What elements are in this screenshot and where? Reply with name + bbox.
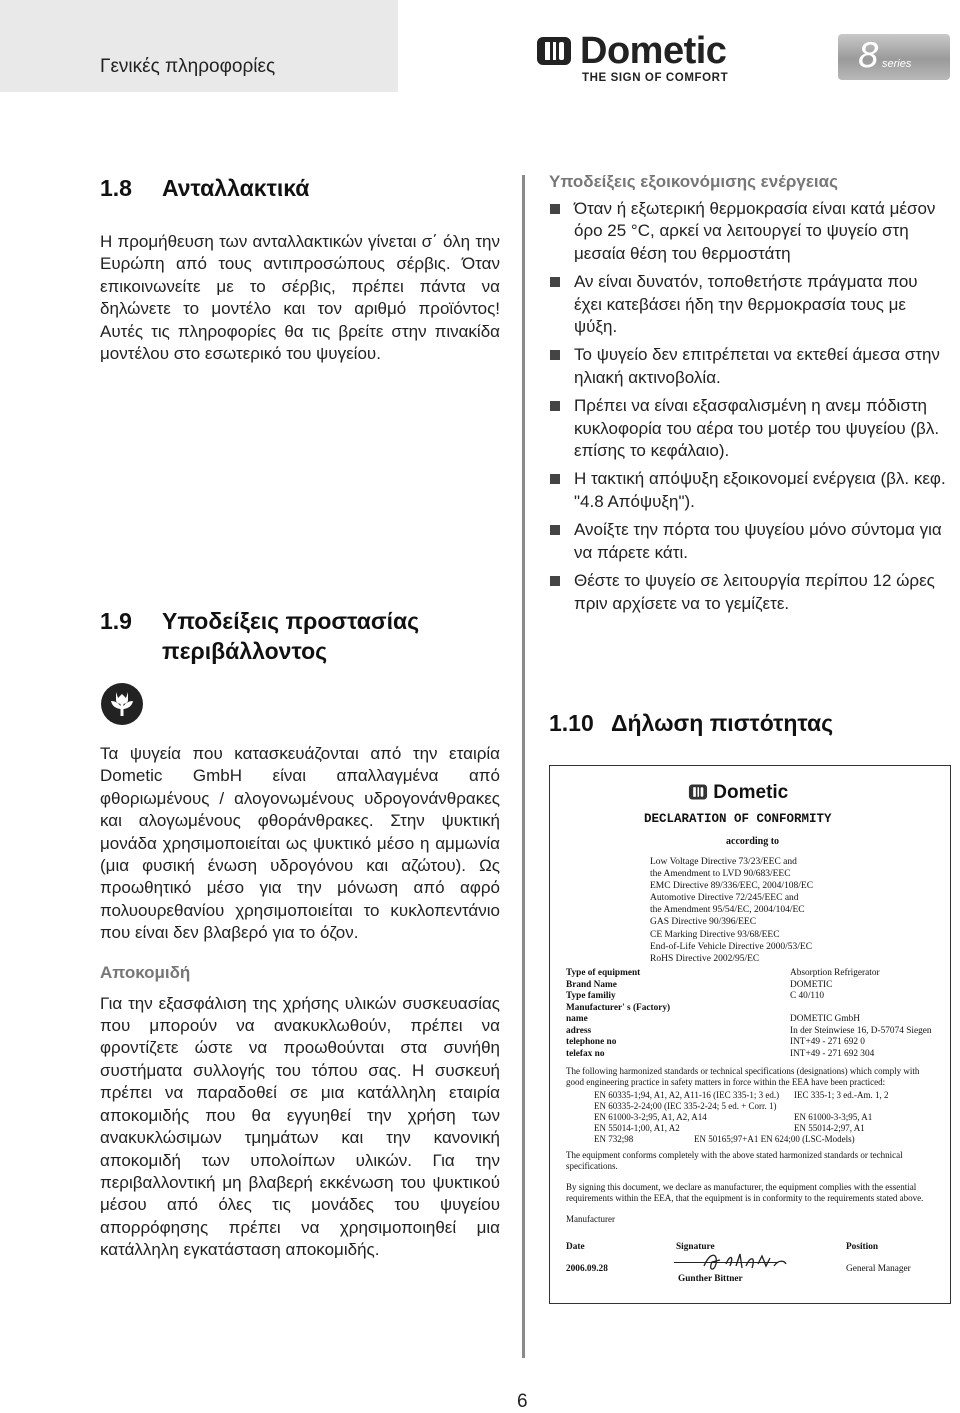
field-label: Manufacturer' s (Factory)	[566, 1002, 671, 1013]
certificate-logo-text: Dometic	[713, 782, 789, 803]
position-value: General Manager	[846, 1264, 911, 1274]
standard-right: EN 61000-3-3;95, A1	[794, 1112, 873, 1122]
directive-item: GAS Directive 90/396/EEC	[650, 917, 757, 928]
certificate-according: according to	[726, 836, 780, 847]
field-value: DOMETIC	[790, 979, 833, 990]
standard-left: EN 61000-3-2;95, A1, A2, A14	[594, 1112, 707, 1122]
section-1-8	[100, 173, 500, 365]
field-label: Type familiy	[566, 991, 616, 1001]
section-title-line2: περιβάλλοντος	[162, 638, 328, 664]
handwritten-signature	[700, 1246, 790, 1276]
list-item	[549, 271, 949, 338]
standard-row	[594, 1090, 944, 1101]
section-number: 1.9	[100, 608, 132, 634]
standard-left: EN 732;98	[594, 1134, 634, 1144]
dometic-logo	[536, 30, 756, 86]
signer-name: Gunther Bittner	[678, 1274, 743, 1284]
energy-tips-list	[549, 198, 949, 615]
equipment-fields	[566, 968, 936, 1060]
list-item	[549, 468, 949, 513]
signing-statement: By signing this document, we declare as manufacturer, the equipment complies with the essential requirements within the EEA, that the equipment is in conformity to the requirements stated above.	[566, 1182, 924, 1203]
list-item	[549, 519, 949, 564]
field-value: DOMETIC GmbH	[790, 1014, 860, 1024]
dometic-logo-mark-icon	[536, 36, 572, 66]
section-title-line1: Υποδείξεις προστασίας	[162, 608, 420, 634]
page-section-title: Γενικές πληροφορίες	[100, 56, 276, 77]
list-item	[549, 570, 949, 615]
declaration-of-conformity-image	[549, 765, 951, 1304]
series-badge	[838, 34, 950, 80]
field-row	[566, 1037, 936, 1049]
brand-name: Dometic	[580, 30, 727, 72]
position-label: Position	[846, 1242, 879, 1252]
refrigerant-paragraph: Τα ψυγεία που κατασκευάζονται από την εταιρία Dometic GmbH είναι απαλλαγμένα από φθοριωμένους / αλογονωμένους υδρογονάνθρακες και αλογωμένους φθοράνθρακες. Στην ψυκτική μονάδα χρησιμοποιείται ως ψυκτικό μέσο η αμμωνία (μια φυσική ένωση υδρογόνου και αζώτου). Ως προωθητικό μέσο για την μόνωση από αφρό πολυουρεθανίου χρησιμοποιείται το κυκλοπεντάνιο που είναι δεν βλαβερό για το όζον.	[100, 744, 500, 943]
column-divider	[522, 175, 525, 1358]
standard-left: EN 55014-1;00, A1, A2	[594, 1123, 680, 1133]
standard-row	[594, 1112, 944, 1123]
field-label: name	[566, 1014, 588, 1024]
signature-line	[674, 1262, 778, 1263]
section-title: Δήλωση πιστότητας	[611, 710, 834, 736]
directive-item: CE Marking Directive 93/68/EEC	[650, 929, 780, 940]
section-heading	[100, 173, 500, 203]
signature-label: Signature	[676, 1242, 715, 1252]
list-item-text: Θέστε το ψυγείο σε λειτουργία περίπου 12 ώρες πριν αρχίσετε να το γεμίζετε.	[574, 571, 935, 613]
energy-tips	[549, 172, 949, 621]
directive-item: RoHS Directive 2002/95/EC	[650, 953, 760, 964]
field-label: telephone no	[566, 1037, 617, 1047]
section-heading	[100, 606, 500, 666]
field-value: INT+49 - 271 692 304	[790, 1048, 875, 1059]
standard-row	[594, 1134, 944, 1145]
section-1-10	[549, 708, 949, 738]
disposal-paragraph: Για την εξασφάλιση της χρήσης υλικών συσκευασίας που μπορούν να ανακυκλωθούν, πρέπει να φροντίζετε ώστε να προωθούνται στα συνήθη συστήματα συλλογής του τόπου σας. Η συσκευή πρέπει να παραδοθεί σε μια κατάλληλη εταιρία αποκομιδής που θα εγγυηθεί την χρήση των ανακυκλώσιμων τμημάτων και την κανονική αποκομιδή των υπολοίπων υλικών. Για την περιβαλλοντική μη βλαβερή εκκένωση του ψυκτικού μέσου από όλες τις μονάδες του ψυγείου απορρόφησης πρέπει να χρησιμοποιηθεί μια κατάλληλη εγκατάσταση αποκομιδής.	[100, 993, 500, 1260]
field-label: Type of equipment	[566, 968, 641, 978]
series-badge-number: 8	[858, 36, 880, 76]
field-row	[566, 1003, 936, 1015]
section-title: Ανταλλακτικά	[162, 175, 310, 201]
standard-right: IEC 335-1; 3 ed.-Am. 1, 2	[794, 1090, 889, 1100]
section-number: 1.8	[100, 175, 132, 201]
field-label: adress	[566, 1025, 592, 1036]
date-label: Date	[566, 1242, 585, 1252]
directive-item: EMC Directive 89/336/EEC, 2004/108/EC	[650, 881, 814, 892]
directives-list	[650, 856, 813, 965]
directive-item: the Amendment 95/54/EC, 2004/104/EC	[650, 905, 805, 916]
certificate-title: DECLARATION OF CONFORMITY	[644, 812, 832, 826]
bullet-square-icon	[550, 525, 560, 535]
standard-row	[594, 1101, 944, 1112]
field-row	[566, 1014, 936, 1026]
bullet-square-icon	[550, 576, 560, 586]
field-label: Brand Name	[566, 979, 617, 990]
bullet-square-icon	[550, 204, 560, 214]
series-badge-text: series	[882, 58, 912, 70]
list-item-text: Το ψυγείο δεν επιτρέπεται να εκτεθεί άμεσα στην ηλιακή ακτινοβολία.	[574, 345, 940, 387]
page-number: 6	[517, 1391, 528, 1412]
standard-right: EN 55014-2;97, A1	[794, 1123, 865, 1133]
field-value: In der Steinwiese 16, D-57074 Siegen	[790, 1025, 932, 1036]
standards-list	[594, 1090, 944, 1145]
brand-tagline: THE SIGN OF COMFORT	[582, 72, 729, 84]
directive-item: Automotive Directive 72/245/EEC and	[650, 893, 799, 904]
field-row	[566, 1049, 936, 1061]
field-value: Absorption Refrigerator	[790, 968, 880, 978]
field-value: C 40/110	[790, 991, 825, 1001]
directive-item: End-of-Life Vehicle Directive 2000/53/EC	[650, 941, 813, 952]
bullet-square-icon	[550, 350, 560, 360]
field-row	[566, 1026, 936, 1038]
section-1-9	[100, 606, 500, 666]
list-item-text: Αν είναι δυνατόν, τοποθετήστε πράγματα που έχει κατεβάσει ήδη την θερμοκρασία τους με ψύξη.	[574, 272, 918, 337]
bullet-square-icon	[550, 474, 560, 484]
manufacturer-label: Manufacturer	[566, 1214, 615, 1224]
environment-section-body	[100, 743, 500, 1262]
standard-right: EN 50165;97+A1 EN 624;00 (LSC-Models)	[694, 1134, 855, 1144]
list-item	[549, 395, 949, 462]
dometic-logo-mark-icon	[688, 784, 708, 800]
environment-flower-icon	[100, 682, 144, 726]
list-item-text: Η τακτική απόψυξη εξοικονομεί ενέργεια (βλ. κεφ. "4.8 Απόψυξη").	[574, 469, 946, 511]
field-label: telefax no	[566, 1048, 605, 1059]
directive-item: Low Voltage Directive 73/23/EEC and	[650, 857, 797, 867]
date-value: 2006.09.28	[566, 1264, 608, 1274]
compliance-statement: The equipment conforms completely with the above stated harmonized standards or technical specifications.	[566, 1150, 903, 1171]
standard-left: EN 60335-2-24;00 (IEC 335-2-24; 5 ed. + Corr. 1)	[594, 1101, 777, 1111]
list-item	[549, 198, 949, 265]
list-item	[549, 344, 949, 389]
header-band	[0, 0, 398, 92]
list-item-text: Ανοίξτε την πόρτα του ψυγείου μόνο σύντομα για να πάρετε κάτι.	[574, 520, 942, 562]
list-item-text: Όταν ή εξωτερική θερμοκρασία είναι κατά μέσον όρο 25 °C, αρκεί να λειτουργεί το ψυγείο στη μεσαία θέση του θερμοστάτη	[574, 199, 936, 263]
field-row	[566, 980, 936, 992]
standard-left: EN 60335-1;94, A1, A2, A11-16 (IEC 335-1; 3 ed.)	[594, 1090, 780, 1100]
energy-tips-heading: Υποδείξεις εξοικονόμισης ενέργειας	[549, 172, 838, 191]
certificate-logo	[688, 782, 788, 804]
bullet-square-icon	[550, 277, 560, 287]
standard-row	[594, 1123, 944, 1134]
standards-intro: The following harmonized standards or technical specifications (designations) which comply with good engineering practice in safety matters in force within the EEA have been practiced:	[566, 1066, 920, 1087]
list-item-text: Πρέπει να είναι εξασφαλισμένη η ανεμ πόδιστη κυκλοφορία του αέρα του μοτέρ του ψυγείου (βλ. επίσης το κεφάλαιο).	[574, 396, 940, 461]
disposal-heading: Αποκομιδή	[100, 962, 191, 982]
section-body: Η προμήθευση των ανταλλακτικών γίνεται σ΄ όλη την Ευρώπη από τους αντιπροσώπους σέρβις. Όταν επικοινωνείτε με το σέρβις, πρέπει πάντα να δηλώνετε το μοντέλο και τον αριθμό προϊόντος! Αυτές τις πληροφορίες θα τις βρείτε στην πινακίδα μοντέλου στο εσωτερικό του ψυγείου.	[100, 232, 500, 364]
section-heading	[549, 708, 949, 738]
field-row	[566, 968, 936, 980]
directive-item: the Amendment to LVD 90/683/EEC	[650, 869, 791, 880]
field-value: INT+49 - 271 692 0	[790, 1037, 865, 1047]
field-row	[566, 991, 936, 1003]
section-number: 1.10	[549, 710, 594, 736]
bullet-square-icon	[550, 401, 560, 411]
